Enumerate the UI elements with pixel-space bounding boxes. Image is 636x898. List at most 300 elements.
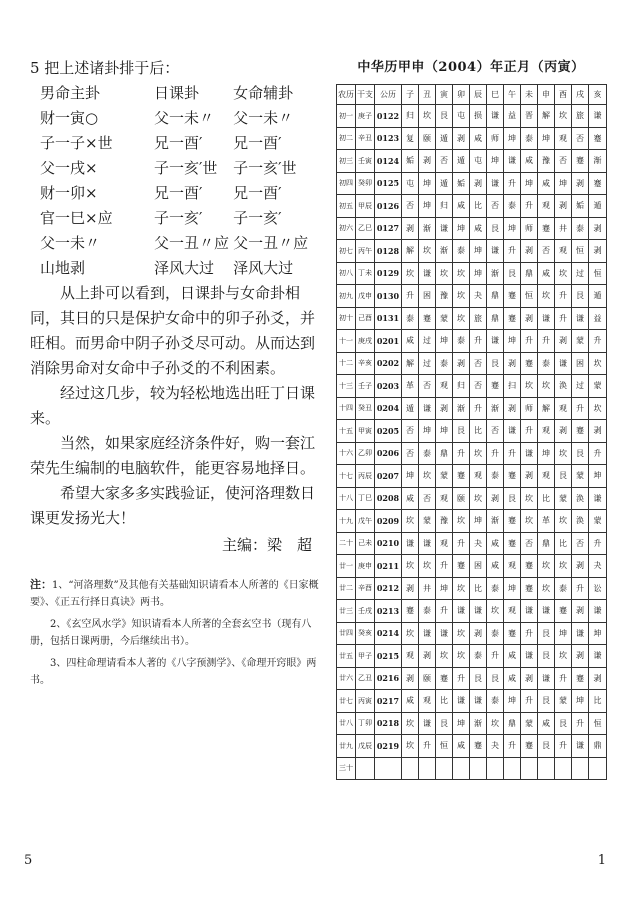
- hexagram-cell: 坎: [419, 240, 436, 263]
- gua-cell: 财一卯×: [40, 184, 98, 202]
- hexagram-cell: 泰: [487, 577, 504, 600]
- hexagram-cell: 师: [521, 217, 538, 240]
- hexagram-cell: 咸: [538, 262, 555, 285]
- calendar-row: [337, 757, 607, 780]
- hexagram-cell: 蹇: [504, 622, 521, 645]
- hexagram-cell: 泰: [470, 645, 487, 668]
- header-cell: 申: [538, 85, 555, 105]
- ganzhi-cell: 乙卯: [356, 442, 375, 465]
- hexagram-cell: 蹇: [487, 375, 504, 398]
- gua-cell: 山地剥: [40, 259, 86, 277]
- editor-credit: 主编：梁 超: [221, 536, 312, 554]
- solar-date-cell: 0210: [375, 532, 402, 555]
- hexagram-cell: 蹇: [572, 150, 589, 173]
- hexagram-cell: 蹇: [589, 127, 607, 150]
- hexagram-cell: 蒙: [436, 465, 453, 488]
- hexagram-cell: 蹇: [538, 217, 555, 240]
- hexagram-cell: 遁: [402, 397, 419, 420]
- hexagram-cell: 否: [470, 375, 487, 398]
- hexagram-cell: 坤: [504, 690, 521, 713]
- hexagram-cell: 剥: [572, 600, 589, 623]
- page-number-right: 1: [597, 853, 606, 868]
- hexagram-cell: 比: [470, 420, 487, 443]
- hexagram-cell: 剥: [555, 195, 572, 218]
- gua-row: [30, 106, 320, 131]
- hexagram-cell: 坎: [538, 375, 555, 398]
- hexagram-cell: 坎: [470, 487, 487, 510]
- hexagram-cell: 剥: [572, 645, 589, 668]
- hexagram-cell: 坎: [538, 285, 555, 308]
- hexagram-cell: 蹇: [402, 600, 419, 623]
- hexagram-cell: 坎: [419, 465, 436, 488]
- header-cell: 农历: [337, 85, 356, 105]
- hexagram-cell: 坎: [436, 645, 453, 668]
- hexagram-cell: 革: [538, 510, 555, 533]
- gua-cell: 子一亥′世: [233, 159, 297, 177]
- hexagram-cell: 泰: [419, 600, 436, 623]
- hexagram-cell: 剥: [521, 465, 538, 488]
- lunar-day-cell: 十九: [337, 510, 356, 533]
- lunar-day-cell: 廿七: [337, 690, 356, 713]
- solar-date-cell: 0209: [375, 510, 402, 533]
- hexagram-cell: [402, 757, 419, 780]
- lunar-day-cell: 廿五: [337, 645, 356, 668]
- gua-cell: 父一丑〃应: [233, 234, 309, 252]
- calendar-row: [337, 330, 607, 353]
- calendar-row: [337, 217, 607, 240]
- ganzhi-cell: 丙寅: [356, 690, 375, 713]
- hexagram-cell: 坎: [402, 735, 419, 758]
- hexagram-cell: 咸: [470, 127, 487, 150]
- hexagram-cell: 渐: [487, 397, 504, 420]
- hexagram-cell: 艮: [453, 420, 470, 443]
- hexagram-cell: 恒: [589, 262, 607, 285]
- hexagram-cell: 蹇: [572, 420, 589, 443]
- hexagram-cell: 坎: [487, 712, 504, 735]
- solar-date-cell: 0206: [375, 442, 402, 465]
- hexagram-cell: 升: [419, 735, 436, 758]
- hexagram-cell: 升: [521, 330, 538, 353]
- hexagram-cell: 艮: [504, 487, 521, 510]
- hexagram-cell: 坤: [504, 217, 521, 240]
- lunar-day-cell: 廿八: [337, 712, 356, 735]
- hexagram-cell: 蹇: [521, 735, 538, 758]
- hexagram-cell: 蹇: [521, 555, 538, 578]
- hexagram-cell: 坎: [555, 555, 572, 578]
- header-cell: 子: [402, 85, 419, 105]
- calendar-table: [336, 84, 607, 780]
- gua-row: [30, 156, 320, 181]
- hexagram-cell: 坤: [453, 712, 470, 735]
- hexagram-cell: 革: [402, 375, 419, 398]
- ganzhi-cell: 甲辰: [356, 195, 375, 218]
- hexagram-cell: 谦: [504, 150, 521, 173]
- header-cell: 辰: [470, 85, 487, 105]
- hexagram-cell: 升: [453, 667, 470, 690]
- hexagram-cell: 鼎: [521, 262, 538, 285]
- hexagram-cell: 比: [555, 532, 572, 555]
- ganzhi-cell: 癸亥: [356, 622, 375, 645]
- calendar-row: [337, 690, 607, 713]
- hexagram-cell: 比: [470, 577, 487, 600]
- calendar-row: [337, 240, 607, 263]
- calendar-row: [337, 555, 607, 578]
- header-cell: 未: [521, 85, 538, 105]
- ganzhi-cell: 己未: [356, 532, 375, 555]
- hexagram-cell: 艮: [538, 622, 555, 645]
- hexagram-cell: 艮: [436, 712, 453, 735]
- hexagram-cell: 归: [436, 195, 453, 218]
- hexagram-cell: 蹇: [419, 307, 436, 330]
- hexagram-cell: 比: [589, 690, 607, 713]
- hexagram-cell: 艮: [470, 667, 487, 690]
- hexagram-cell: 坤: [504, 577, 521, 600]
- hexagram-cell: 升: [572, 712, 589, 735]
- hexagram-cell: 观: [538, 420, 555, 443]
- solar-date-cell: 0203: [375, 375, 402, 398]
- hexagram-cell: 观: [436, 487, 453, 510]
- hexagram-cell: 益: [504, 105, 521, 128]
- hexagram-cell: 升: [504, 172, 521, 195]
- hexagram-cell: 艮: [538, 645, 555, 668]
- gua-cell: 泽风大过: [233, 259, 294, 277]
- calendar-row: [337, 712, 607, 735]
- lunar-day-cell: 初二: [337, 127, 356, 150]
- hexagram-cell: 坤: [521, 172, 538, 195]
- calendar-row: [337, 352, 607, 375]
- hexagram-cell: 井: [555, 217, 572, 240]
- hexagram-cell: 谦: [470, 690, 487, 713]
- lunar-day-cell: 十一: [337, 330, 356, 353]
- hexagram-cell: 谦: [419, 262, 436, 285]
- solar-date-cell: 0125: [375, 172, 402, 195]
- gua-cell: 父一戌×: [40, 159, 98, 177]
- hexagram-cell: 否: [555, 150, 572, 173]
- hexagram-cell: 坤: [538, 127, 555, 150]
- gua-row: [30, 206, 320, 231]
- hexagram-cell: 豫: [538, 150, 555, 173]
- ganzhi-cell: 庚戌: [356, 330, 375, 353]
- lunar-day-cell: 初三: [337, 150, 356, 173]
- hexagram-cell: 升: [402, 285, 419, 308]
- hexagram-cell: 剥: [470, 172, 487, 195]
- hexagram-cell: 鼎: [589, 735, 607, 758]
- calendar-row: [337, 487, 607, 510]
- hexagram-cell: 坤: [419, 172, 436, 195]
- hexagram-cell: 否: [487, 420, 504, 443]
- calendar-title: 中华历甲申（2004）年正月（丙寅）: [357, 60, 585, 75]
- hexagram-cell: 晋: [521, 105, 538, 128]
- hexagram-cell: 坎: [521, 375, 538, 398]
- hexagram-cell: 谦: [453, 600, 470, 623]
- hexagram-cell: 观: [470, 465, 487, 488]
- hexagram-cell: 剥: [504, 352, 521, 375]
- hexagram-cell: 咸: [402, 690, 419, 713]
- hexagram-cell: 升: [555, 285, 572, 308]
- solar-date-cell: 0124: [375, 150, 402, 173]
- lunar-day-cell: 初十: [337, 307, 356, 330]
- hexagram-cell: 困: [470, 555, 487, 578]
- gua-table: [30, 81, 320, 281]
- solar-date-cell: 0212: [375, 577, 402, 600]
- hexagram-cell: 观: [436, 532, 453, 555]
- hexagram-cell: 升: [521, 195, 538, 218]
- hexagram-cell: 泰: [572, 217, 589, 240]
- solar-date-cell: 0211: [375, 555, 402, 578]
- hexagram-cell: 剥: [521, 667, 538, 690]
- hexagram-cell: 坎: [453, 645, 470, 668]
- hexagram-cell: 升: [589, 330, 607, 353]
- hexagram-cell: 坤: [504, 330, 521, 353]
- hexagram-cell: 剥: [521, 307, 538, 330]
- hexagram-cell: 升: [504, 240, 521, 263]
- solar-date-cell: 0129: [375, 262, 402, 285]
- hexagram-cell: 坎: [453, 622, 470, 645]
- ganzhi-cell: 壬寅: [356, 150, 375, 173]
- hexagram-cell: 咸: [538, 172, 555, 195]
- lunar-day-cell: 初九: [337, 285, 356, 308]
- calendar-row: [337, 127, 607, 150]
- hexagram-cell: 谦: [521, 645, 538, 668]
- hexagram-cell: 蒙: [572, 465, 589, 488]
- hexagram-cell: 谦: [555, 352, 572, 375]
- hexagram-cell: 讼: [589, 577, 607, 600]
- hexagram-cell: 观: [555, 240, 572, 263]
- paragraph: 当然，如果家庭经济条件好，购一套江荣先生编制的电脑软件，能更容易地择日。: [30, 434, 316, 477]
- hexagram-cell: 观: [555, 397, 572, 420]
- gua-cell: 子一子×世: [40, 134, 113, 152]
- hexagram-cell: 坤: [555, 172, 572, 195]
- hexagram-cell: 咸: [538, 712, 555, 735]
- gua-cell: 兄一酉′: [153, 134, 203, 152]
- hexagram-cell: 蹇: [453, 555, 470, 578]
- hexagram-cell: 谦: [504, 420, 521, 443]
- hexagram-cell: 渐: [453, 397, 470, 420]
- hexagram-cell: 蹇: [555, 600, 572, 623]
- hexagram-cell: 豫: [436, 285, 453, 308]
- hexagram-cell: 谦: [453, 690, 470, 713]
- hexagram-cell: 剥: [402, 217, 419, 240]
- hexagram-cell: 师: [521, 397, 538, 420]
- hexagram-cell: 坤: [402, 465, 419, 488]
- hexagram-cell: 观: [538, 195, 555, 218]
- lunar-day-cell: 廿二: [337, 577, 356, 600]
- solar-date-cell: [375, 757, 402, 780]
- hexagram-cell: 坤: [487, 150, 504, 173]
- hexagram-cell: 泰: [487, 622, 504, 645]
- note-item: [30, 616, 320, 650]
- hexagram-cell: 泰: [555, 577, 572, 600]
- gua-cell: 兄一酉′: [233, 134, 282, 152]
- hexagram-cell: 蒙: [572, 330, 589, 353]
- hexagram-cell: [521, 757, 538, 780]
- hexagram-cell: 蹇: [589, 172, 607, 195]
- lunar-day-cell: 十七: [337, 465, 356, 488]
- hexagram-cell: 归: [402, 105, 419, 128]
- hexagram-cell: 咸: [504, 667, 521, 690]
- hexagram-cell: 坎: [402, 262, 419, 285]
- hexagram-cell: 升: [555, 667, 572, 690]
- hexagram-cell: 蹇: [504, 307, 521, 330]
- hexagram-cell: 剥: [589, 217, 607, 240]
- hexagram-cell: 谦: [521, 600, 538, 623]
- hexagram-cell: 剥: [555, 330, 572, 353]
- gua-cell: 男命主卦: [40, 84, 101, 102]
- hexagram-cell: 谦: [538, 667, 555, 690]
- ganzhi-cell: 丁卯: [356, 712, 375, 735]
- hexagram-cell: 谦: [572, 622, 589, 645]
- hexagram-cell: 艮: [572, 442, 589, 465]
- solar-date-cell: 0219: [375, 735, 402, 758]
- hexagram-cell: 谦: [538, 307, 555, 330]
- hexagram-cell: 谦: [419, 622, 436, 645]
- solar-date-cell: 0130: [375, 285, 402, 308]
- lunar-day-cell: 十四: [337, 397, 356, 420]
- hexagram-cell: 咸: [402, 487, 419, 510]
- hexagram-cell: [453, 757, 470, 780]
- hexagram-cell: 谦: [487, 330, 504, 353]
- hexagram-cell: 谦: [402, 532, 419, 555]
- hexagram-cell: 观: [419, 690, 436, 713]
- hexagram-cell: 谦: [419, 397, 436, 420]
- hexagram-cell: 咸: [487, 532, 504, 555]
- gua-cell: 官一巳×应: [40, 209, 113, 227]
- hexagram-cell: 坤: [436, 330, 453, 353]
- hexagram-cell: 蹇: [504, 465, 521, 488]
- hexagram-cell: 解: [538, 397, 555, 420]
- lunar-day-cell: 十五: [337, 420, 356, 443]
- solar-date-cell: 0213: [375, 600, 402, 623]
- hexagram-cell: 否: [436, 150, 453, 173]
- calendar-row: [337, 600, 607, 623]
- ganzhi-cell: 甲子: [356, 645, 375, 668]
- hexagram-cell: 夬: [470, 532, 487, 555]
- hexagram-cell: 泰: [538, 352, 555, 375]
- hexagram-cell: 艮: [487, 217, 504, 240]
- calendar-row: [337, 622, 607, 645]
- hexagram-cell: 坤: [589, 465, 607, 488]
- hexagram-cell: 观: [538, 465, 555, 488]
- calendar-row: [337, 397, 607, 420]
- hexagram-cell: 蒙: [436, 307, 453, 330]
- ganzhi-cell: 乙丑: [356, 667, 375, 690]
- hexagram-cell: 谦: [572, 735, 589, 758]
- hexagram-cell: 豫: [436, 510, 453, 533]
- lunar-day-cell: 十二: [337, 352, 356, 375]
- hexagram-cell: [572, 757, 589, 780]
- note-item: [30, 576, 320, 611]
- hexagram-cell: 咸: [487, 555, 504, 578]
- solar-date-cell: 0204: [375, 397, 402, 420]
- hexagram-cell: 坤: [470, 510, 487, 533]
- hexagram-cell: 蹇: [504, 532, 521, 555]
- hexagram-cell: 坎: [521, 510, 538, 533]
- hexagram-cell: 坎: [521, 487, 538, 510]
- gua-cell: 财一寅○: [40, 109, 99, 127]
- hexagram-cell: 鼎: [487, 285, 504, 308]
- solar-date-cell: 0131: [375, 307, 402, 330]
- header-cell: 干支: [356, 85, 375, 105]
- hexagram-cell: 坎: [555, 510, 572, 533]
- hexagram-cell: 泰: [453, 330, 470, 353]
- hexagram-cell: 泰: [402, 307, 419, 330]
- hexagram-cell: 升: [572, 577, 589, 600]
- ganzhi-cell: 甲寅: [356, 420, 375, 443]
- hexagram-cell: 蒙: [589, 510, 607, 533]
- hexagram-cell: 剥: [402, 667, 419, 690]
- hexagram-cell: 渐: [470, 712, 487, 735]
- gua-cell: 女命辅卦: [233, 84, 294, 102]
- ganzhi-cell: 辛丑: [356, 127, 375, 150]
- hexagram-cell: 升: [487, 645, 504, 668]
- hexagram-cell: 谦: [436, 217, 453, 240]
- solar-date-cell: 0122: [375, 105, 402, 128]
- hexagram-cell: 升: [453, 442, 470, 465]
- hexagram-cell: 蒙: [419, 510, 436, 533]
- hexagram-cell: 颐: [419, 127, 436, 150]
- hexagram-cell: 升: [555, 307, 572, 330]
- hexagram-cell: 咸: [521, 150, 538, 173]
- hexagram-cell: 升: [538, 330, 555, 353]
- hexagram-cell: 观: [504, 600, 521, 623]
- lunar-day-cell: 初五: [337, 195, 356, 218]
- gua-row: [30, 231, 320, 256]
- hexagram-cell: 升: [470, 330, 487, 353]
- hexagram-cell: 否: [402, 195, 419, 218]
- hexagram-cell: 过: [572, 262, 589, 285]
- hexagram-cell: [470, 757, 487, 780]
- calendar-row: [337, 150, 607, 173]
- hexagram-cell: 升: [589, 532, 607, 555]
- note-text: 1、“河洛理数”及其他有关基础知识请看本人所著的《日家概要》、《正五行择日真诀》两书。: [30, 580, 319, 608]
- hexagram-cell: 否: [521, 532, 538, 555]
- lunar-day-cell: 初六: [337, 217, 356, 240]
- hexagram-cell: 坤: [538, 442, 555, 465]
- hexagram-cell: 鼎: [504, 712, 521, 735]
- lunar-day-cell: 十六: [337, 442, 356, 465]
- ganzhi-cell: 辛酉: [356, 577, 375, 600]
- hexagram-cell: 坎: [453, 285, 470, 308]
- hexagram-cell: 坎: [589, 397, 607, 420]
- hexagram-cell: 泰: [487, 690, 504, 713]
- hexagram-cell: 屯: [470, 150, 487, 173]
- ganzhi-cell: [356, 757, 375, 780]
- calendar-row: [337, 577, 607, 600]
- hexagram-cell: 比: [436, 690, 453, 713]
- hexagram-cell: 剥: [402, 577, 419, 600]
- hexagram-cell: 升: [487, 442, 504, 465]
- calendar-row: [337, 375, 607, 398]
- hexagram-cell: 夬: [470, 285, 487, 308]
- hexagram-cell: 剥: [436, 397, 453, 420]
- hexagram-cell: 解: [402, 352, 419, 375]
- gua-cell: 父一未〃: [40, 234, 101, 252]
- calendar-row: [337, 645, 607, 668]
- hexagram-cell: 渐: [487, 262, 504, 285]
- hexagram-cell: 泰: [436, 352, 453, 375]
- hexagram-cell: 谦: [589, 600, 607, 623]
- ganzhi-cell: 戊申: [356, 285, 375, 308]
- hexagram-cell: [419, 757, 436, 780]
- hexagram-cell: 姤: [402, 150, 419, 173]
- calendar-header-row: [337, 85, 607, 105]
- body-paragraphs: [30, 281, 320, 531]
- lunar-day-cell: 廿一: [337, 555, 356, 578]
- hexagram-cell: 升: [521, 622, 538, 645]
- paragraph: 从上卦可以看到，日课卦与女命卦相同，其日的只是保护女命中的卯子孙爻，并旺相。而男命中阴子孙爻尽可动。从而达到消除男命对女命中子孙爻的不利困素。: [30, 284, 316, 377]
- ganzhi-cell: 乙巳: [356, 217, 375, 240]
- hexagram-cell: 坎: [419, 555, 436, 578]
